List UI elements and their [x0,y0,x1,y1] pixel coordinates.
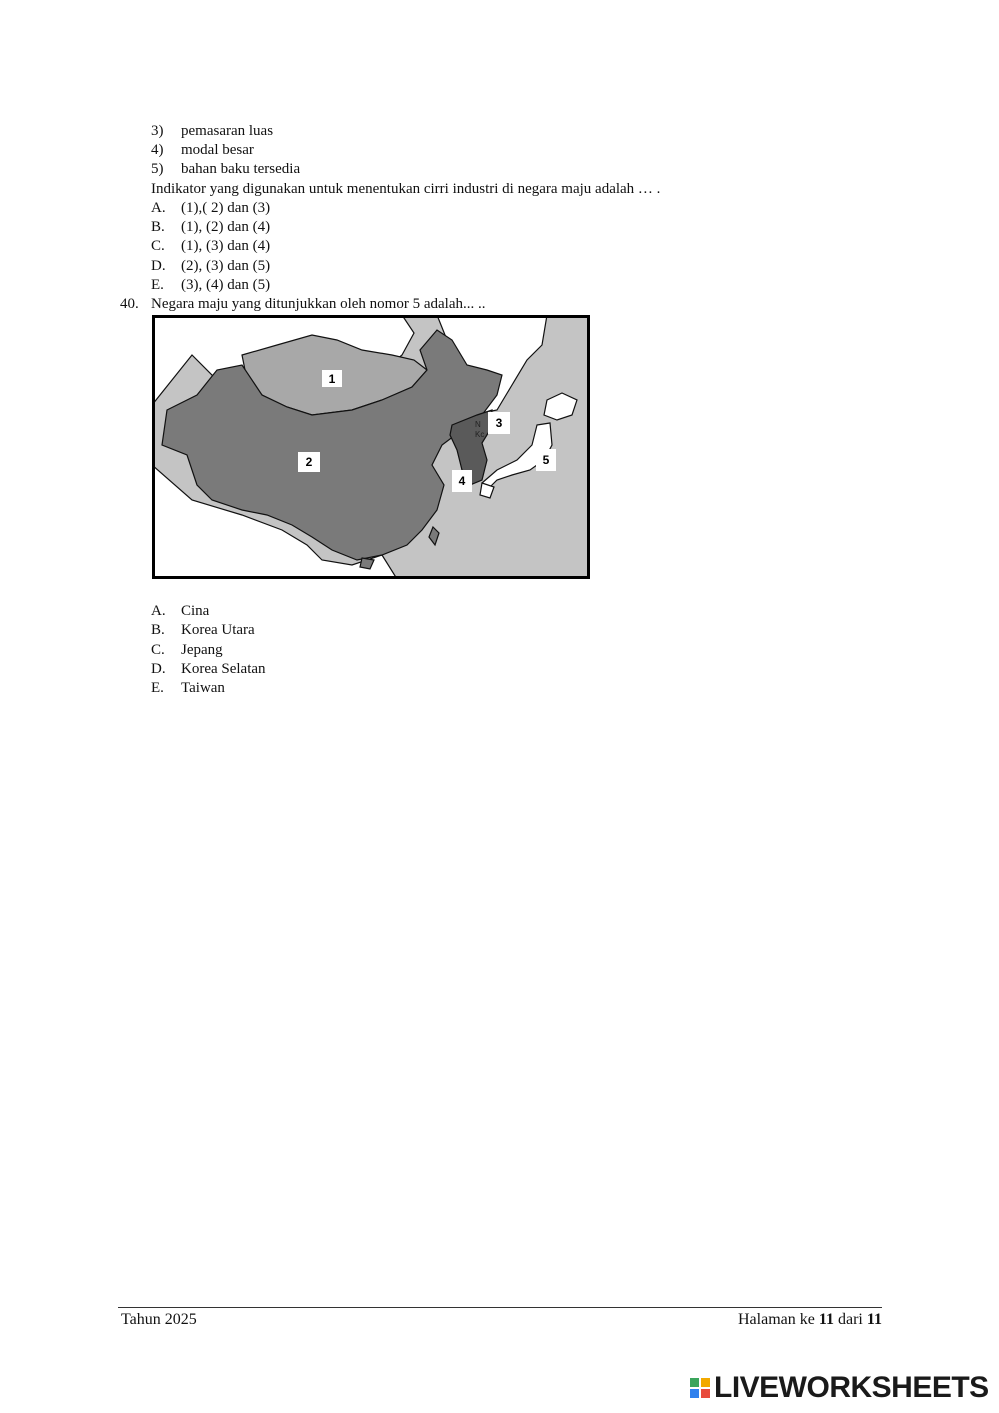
brand-logo-icon [690,1378,710,1398]
map-label-5-text: 5 [542,453,550,467]
page-total: 11 [866,1311,882,1328]
q39-item-text: modal besar [181,142,254,158]
q39-item-number: 3) [151,123,164,139]
option-text: (1), (2) dan (4) [181,219,271,235]
liveworksheets-logo [690,1370,989,1406]
q39-item-text: pemasaran luas [181,123,274,139]
logo-square [701,1378,710,1387]
page-current: 11 [818,1311,834,1328]
map-label-4-text: 4 [458,474,466,488]
q39-item-text: bahan baku tersedia [181,161,301,177]
option-letter: E. [151,680,164,696]
east-asia-map [152,315,590,579]
q40-number: 40. [120,296,139,312]
korea-abbrev-south: Kc [475,430,485,439]
map-label-1 [322,370,342,387]
option-letter: C. [151,642,165,658]
option-text: Korea Selatan [181,661,266,677]
q40-prompt: Negara maju yang ditunjukkan oleh nomor 5 adalah... .. [151,296,486,312]
map-label-3-text: 3 [495,416,503,430]
q39-prompt: Indikator yang digunakan untuk menentukan cirri industri di negara maju adalah … . [151,181,661,197]
logo-square [690,1378,699,1387]
option-letter: D. [151,258,166,274]
option-letter: A. [151,200,166,216]
footer-divider [118,1307,882,1308]
korea-abbrev-north: N [475,420,481,429]
option-letter: D. [151,661,166,677]
map-label-3 [488,412,510,434]
option-text: (2), (3) dan (5) [181,258,271,274]
map-label-4 [452,470,472,492]
option-text: (1), (3) dan (4) [181,238,271,254]
footer-page-number [738,1311,882,1329]
option-letter: B. [151,622,165,638]
brand-name: LIVEWORKSHEETS [714,1371,989,1404]
logo-square [701,1389,710,1398]
map-label-2-text: 2 [305,455,313,469]
map-label-2 [298,452,320,472]
map-label-1-text: 1 [328,372,336,386]
option-letter: B. [151,219,165,235]
option-text: Taiwan [181,680,225,696]
option-text: Cina [181,603,210,619]
option-text: (3), (4) dan (5) [181,277,271,293]
option-text: Korea Utara [181,622,255,638]
map-svg [152,315,590,579]
option-letter: E. [151,277,164,293]
option-text: Jepang [181,642,223,658]
option-text: (1),( 2) dan (3) [181,200,271,216]
q39-item-number: 4) [151,142,164,158]
option-letter: A. [151,603,166,619]
page-mid: dari [833,1311,867,1328]
footer-year: Tahun 2025 [121,1311,197,1328]
page-prefix: Halaman ke [738,1311,819,1328]
logo-square [690,1389,699,1398]
q39-item-number: 5) [151,161,164,177]
option-letter: C. [151,238,165,254]
map-label-5 [536,449,556,471]
